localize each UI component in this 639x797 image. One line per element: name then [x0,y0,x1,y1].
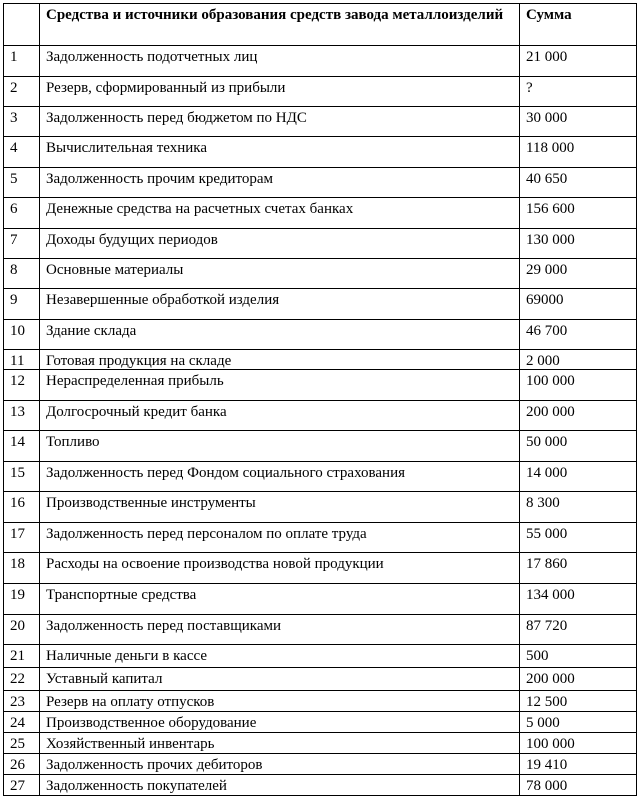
row-name: Задолженность перед поставщиками [40,615,520,645]
row-sum: 21 000 [520,46,637,77]
row-sum: 8 300 [520,492,637,523]
table-row [4,137,637,168]
balance-items-table [3,3,637,796]
row-number: 6 [4,198,40,229]
row-sum: ? [520,77,637,107]
table-row [4,259,637,289]
table-row [4,462,637,492]
table-body [4,46,637,796]
row-number: 1 [4,46,40,77]
row-sum: 29 000 [520,259,637,289]
row-name: Производственные инструменты [40,492,520,523]
row-name: Транспортные средства [40,584,520,615]
row-sum: 500 [520,645,637,668]
table-row [4,584,637,615]
table-row [4,733,637,754]
table-row [4,431,637,462]
row-name: Денежные средства на расчетных счетах банках [40,198,520,229]
row-number: 16 [4,492,40,523]
row-name: Задолженность перед персоналом по оплате труда [40,523,520,553]
table-row [4,645,637,668]
table-row [4,46,637,77]
row-number: 23 [4,691,40,712]
row-number: 24 [4,712,40,733]
table-row [4,691,637,712]
row-sum: 69000 [520,289,637,320]
row-sum: 5 000 [520,712,637,733]
row-sum: 200 000 [520,401,637,431]
row-name: Резерв на оплату отпусков [40,691,520,712]
row-number: 12 [4,370,40,401]
table-row [4,168,637,198]
row-number: 18 [4,553,40,584]
table-row [4,668,637,691]
row-sum: 40 650 [520,168,637,198]
row-number: 25 [4,733,40,754]
row-name: Задолженность покупателей [40,775,520,796]
row-sum: 118 000 [520,137,637,168]
row-sum: 30 000 [520,107,637,137]
row-sum: 100 000 [520,370,637,401]
row-sum: 17 860 [520,553,637,584]
table-row [4,754,637,775]
row-number: 8 [4,259,40,289]
row-number: 22 [4,668,40,691]
row-number: 10 [4,320,40,350]
row-number: 15 [4,462,40,492]
table-row [4,350,637,370]
row-number: 7 [4,229,40,259]
row-sum: 50 000 [520,431,637,462]
table-row [4,712,637,733]
row-sum: 2 000 [520,350,637,370]
row-sum: 130 000 [520,229,637,259]
row-name: Задолженность прочих дебиторов [40,754,520,775]
table-row [4,370,637,401]
row-number: 2 [4,77,40,107]
row-name: Доходы будущих периодов [40,229,520,259]
table-row [4,553,637,584]
table-row [4,401,637,431]
row-number: 27 [4,775,40,796]
table-header-row [4,4,637,46]
row-name: Резерв, сформированный из прибыли [40,77,520,107]
table-row [4,492,637,523]
row-sum: 78 000 [520,775,637,796]
row-sum: 19 410 [520,754,637,775]
table-row [4,320,637,350]
row-number: 20 [4,615,40,645]
row-name: Задолженность подотчетных лиц [40,46,520,77]
row-name: Задолженность прочим кредиторам [40,168,520,198]
row-number: 3 [4,107,40,137]
row-number: 21 [4,645,40,668]
row-number: 13 [4,401,40,431]
row-sum: 55 000 [520,523,637,553]
table-row [4,775,637,796]
row-sum: 46 700 [520,320,637,350]
table-row [4,289,637,320]
row-sum: 87 720 [520,615,637,645]
row-name: Незавершенные обработкой изделия [40,289,520,320]
row-number: 26 [4,754,40,775]
row-sum: 156 600 [520,198,637,229]
table-row [4,523,637,553]
row-name: Готовая продукция на складе [40,350,520,370]
row-name: Хозяйственный инвентарь [40,733,520,754]
table-row [4,198,637,229]
row-name: Здание склада [40,320,520,350]
header-number [4,4,40,46]
row-number: 11 [4,350,40,370]
table-row [4,229,637,259]
row-sum: 12 500 [520,691,637,712]
row-name: Задолженность перед Фондом социального страхования [40,462,520,492]
row-name: Основные материалы [40,259,520,289]
header-sum: Сумма [520,4,637,46]
header-name: Средства и источники образования средств завода металлоизделий [40,4,520,46]
row-sum: 100 000 [520,733,637,754]
row-sum: 14 000 [520,462,637,492]
row-name: Расходы на освоение производства новой продукции [40,553,520,584]
row-number: 4 [4,137,40,168]
row-number: 9 [4,289,40,320]
table-row [4,107,637,137]
row-number: 17 [4,523,40,553]
row-name: Топливо [40,431,520,462]
table-row [4,615,637,645]
row-name: Нераспределенная прибыль [40,370,520,401]
row-name: Производственное оборудование [40,712,520,733]
row-sum: 200 000 [520,668,637,691]
row-sum: 134 000 [520,584,637,615]
row-name: Задолженность перед бюджетом по НДС [40,107,520,137]
row-number: 14 [4,431,40,462]
row-number: 5 [4,168,40,198]
row-name: Наличные деньги в кассе [40,645,520,668]
row-name: Вычислительная техника [40,137,520,168]
row-name: Долгосрочный кредит банка [40,401,520,431]
row-number: 19 [4,584,40,615]
table-row [4,77,637,107]
row-name: Уставный капитал [40,668,520,691]
